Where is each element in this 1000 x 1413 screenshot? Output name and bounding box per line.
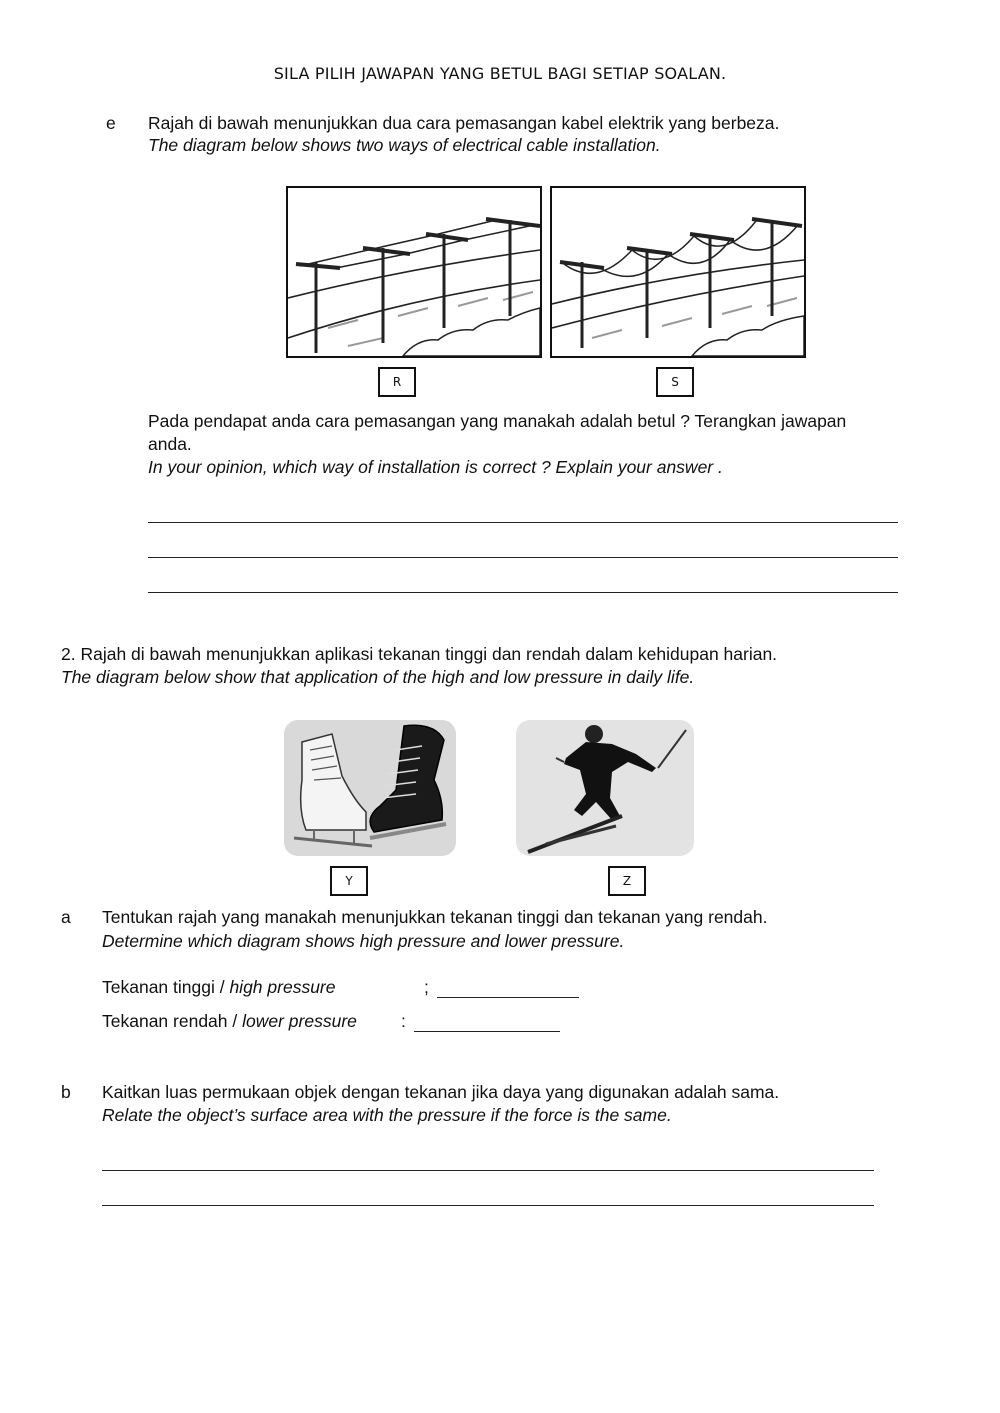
answer-line[interactable] xyxy=(148,592,898,593)
figure-y-ice-skates xyxy=(284,720,456,856)
question-e-stem-ms: Rajah di bawah menunjukkan dua cara pemasangan kabel elektrik yang berbeza. xyxy=(148,113,780,133)
answer-line[interactable] xyxy=(102,1205,874,1206)
high-pressure-answer-blank[interactable] xyxy=(437,979,579,998)
figure-z-skier xyxy=(516,720,694,856)
figure-s-sagging-cables xyxy=(550,186,806,358)
answer-line[interactable] xyxy=(148,522,898,523)
low-pressure-label-ms: Tekanan rendah / xyxy=(102,1011,243,1031)
part-a-text-ms: Tentukan rajah yang manakah menunjukkan tekanan tinggi dan tekanan yang rendah. xyxy=(102,907,768,927)
question-e-marker: e xyxy=(106,113,116,133)
high-pressure-row xyxy=(102,976,336,999)
page-title: SILA PILIH JAWAPAN YANG BETUL BAGI SETIAP SOALAN. xyxy=(273,64,727,83)
low-pressure-row xyxy=(102,1010,357,1033)
question-2-stem-ms: 2. Rajah di bawah menunjukkan aplikasi tekanan tinggi dan rendah dalam kehidupan harian. xyxy=(61,644,778,664)
figure-label-r: R xyxy=(378,367,416,397)
answer-line[interactable] xyxy=(148,557,898,558)
high-pressure-label-ms: Tekanan tinggi / xyxy=(102,977,230,997)
part-a-text-en: Determine which diagram shows high pressure and lower pressure. xyxy=(102,931,625,951)
low-pressure-separator: : xyxy=(401,1011,406,1031)
high-pressure-label-en: high pressure xyxy=(229,977,336,997)
question-e-prompt-ms: Pada pendapat anda cara pemasangan yang manakah adalah betul ? Terangkan jawapan xyxy=(148,411,847,431)
high-pressure-separator: ; xyxy=(424,977,429,997)
part-b-text-en: Relate the object’s surface area with the pressure if the force is the same. xyxy=(102,1105,672,1125)
part-b-text-ms: Kaitkan luas permukaan objek dengan tekanan jika daya yang digunakan adalah sama. xyxy=(102,1082,780,1102)
question-e-stem-en: The diagram below shows two ways of electrical cable installation. xyxy=(148,135,661,155)
part-b-marker: b xyxy=(61,1082,71,1102)
question-2-stem-en: The diagram below show that application of the high and low pressure in daily life. xyxy=(61,667,695,687)
figure-label-z: Z xyxy=(608,866,646,896)
low-pressure-answer-blank[interactable] xyxy=(414,1013,560,1032)
low-pressure-label-en: lower pressure xyxy=(242,1011,357,1031)
answer-line[interactable] xyxy=(102,1170,874,1171)
question-e-prompt-ms-cont: anda. xyxy=(148,434,192,454)
part-a-marker: a xyxy=(61,907,71,927)
figure-r-taut-cables xyxy=(286,186,542,358)
figure-label-y: Y xyxy=(330,866,368,896)
question-e-prompt-en: In your opinion, which way of installation is correct ? Explain your answer . xyxy=(148,457,723,477)
figure-label-s: S xyxy=(656,367,694,397)
